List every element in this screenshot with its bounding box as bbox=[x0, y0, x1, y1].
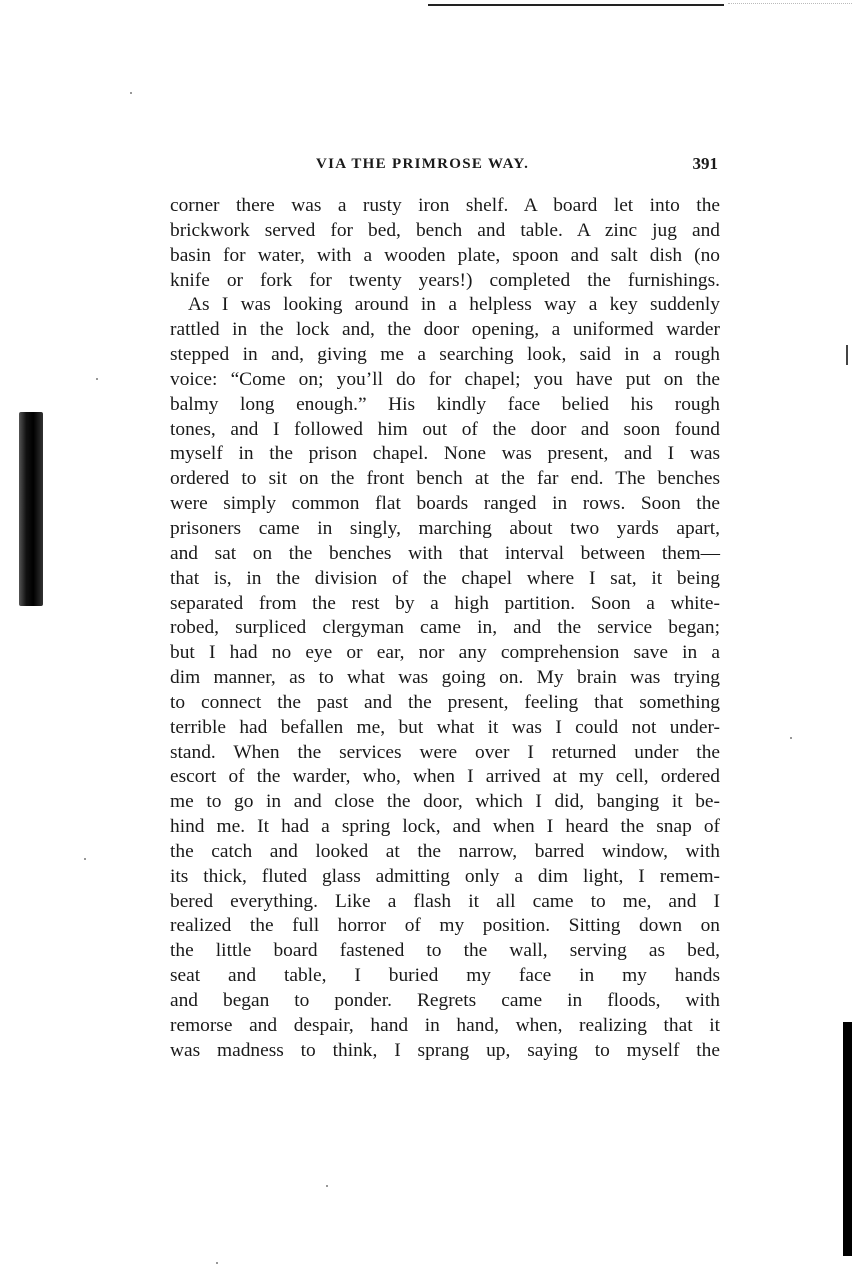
text-line: me to go in and close the door, which I did, banging it be- bbox=[170, 791, 720, 813]
text-line: brickwork served for bed, bench and table. A zinc jug and bbox=[170, 219, 720, 241]
scan-speck bbox=[326, 1185, 328, 1187]
text-line: ordered to sit on the front bench at the far end. The benches bbox=[170, 468, 720, 490]
text-line: remorse and despair, hand in hand, when, realizing that it bbox=[170, 1014, 720, 1036]
top-rule bbox=[428, 4, 724, 6]
text-line: dim manner, as to what was going on. My brain was trying bbox=[170, 667, 720, 689]
text-line: bered everything. Like a flash it all came to me, and I bbox=[170, 890, 720, 912]
binding-edge-mark bbox=[19, 412, 43, 606]
text-line: was madness to think, I sprang up, saying to myself the bbox=[170, 1039, 720, 1061]
text-line: realized the full horror of my position. Sitting down on bbox=[170, 915, 720, 937]
text-line: hind me. It had a spring lock, and when I heard the snap of bbox=[170, 816, 720, 838]
text-line: to connect the past and the present, feeling that something bbox=[170, 691, 720, 713]
text-line: escort of the warder, who, when I arrived at my cell, ordered bbox=[170, 766, 720, 788]
text-line: prisoners came in singly, marching about two yards apart, bbox=[170, 517, 720, 539]
page-header bbox=[168, 154, 718, 178]
page-number: 391 bbox=[692, 154, 718, 173]
scan-speck bbox=[84, 858, 86, 860]
page-edge-mark bbox=[843, 1022, 852, 1256]
text-line: balmy long enough.” His kindly face belied his rough bbox=[170, 393, 720, 415]
top-dotted-rule bbox=[728, 3, 852, 5]
running-title: VIA THE PRIMROSE WAY. bbox=[316, 156, 530, 172]
scan-speck bbox=[216, 1262, 218, 1264]
body-text bbox=[170, 194, 720, 1064]
text-line: voice: “Come on; you’ll do for chapel; you have put on the bbox=[170, 368, 720, 390]
text-line: myself in the prison chapel. None was present, and I was bbox=[170, 443, 720, 465]
text-line: were simply common flat boards ranged in rows. Soon the bbox=[170, 493, 720, 515]
scan-speck bbox=[790, 737, 792, 739]
text-line: separated from the rest by a high partition. Soon a white- bbox=[170, 592, 720, 614]
text-line: rattled in the lock and, the door opening, a uniformed warder bbox=[170, 319, 720, 341]
text-line: seat and table, I buried my face in my hands bbox=[170, 965, 720, 987]
text-line: terrible had befallen me, but what it was I could not under- bbox=[170, 716, 720, 738]
text-line: stepped in and, giving me a searching look, said in a rough bbox=[170, 344, 720, 366]
text-line: that is, in the division of the chapel where I sat, it being bbox=[170, 567, 720, 589]
scan-speck bbox=[130, 92, 132, 94]
text-line: corner there was a rusty iron shelf. A board let into the bbox=[170, 195, 720, 216]
text-line: but I had no eye or ear, nor any comprehension save in a bbox=[170, 642, 720, 664]
text-line: the catch and looked at the narrow, barred window, with bbox=[170, 840, 720, 862]
text-line: the little board fastened to the wall, serving as bed, bbox=[170, 940, 720, 962]
edge-tick-mark bbox=[846, 345, 848, 365]
text-line: tones, and I followed him out of the door and soon found bbox=[170, 418, 720, 440]
text-line: and began to ponder. Regrets came in floods, with bbox=[170, 990, 720, 1011]
text-line: basin for water, with a wooden plate, spoon and salt dish (no bbox=[170, 244, 720, 266]
text-line: robed, surpliced clergyman came in, and the service began; bbox=[170, 617, 720, 639]
text-line: its thick, fluted glass admitting only a dim light, I remem- bbox=[170, 865, 720, 887]
text-line: knife or fork for twenty years!) completed the furnishings. bbox=[170, 269, 720, 291]
scan-speck bbox=[96, 378, 98, 380]
text-line: and sat on the benches with that interval between them— bbox=[170, 542, 720, 564]
text-line: stand. When the services were over I returned under the bbox=[170, 741, 720, 763]
text-line: As I was looking around in a helpless way a key suddenly bbox=[188, 294, 720, 316]
